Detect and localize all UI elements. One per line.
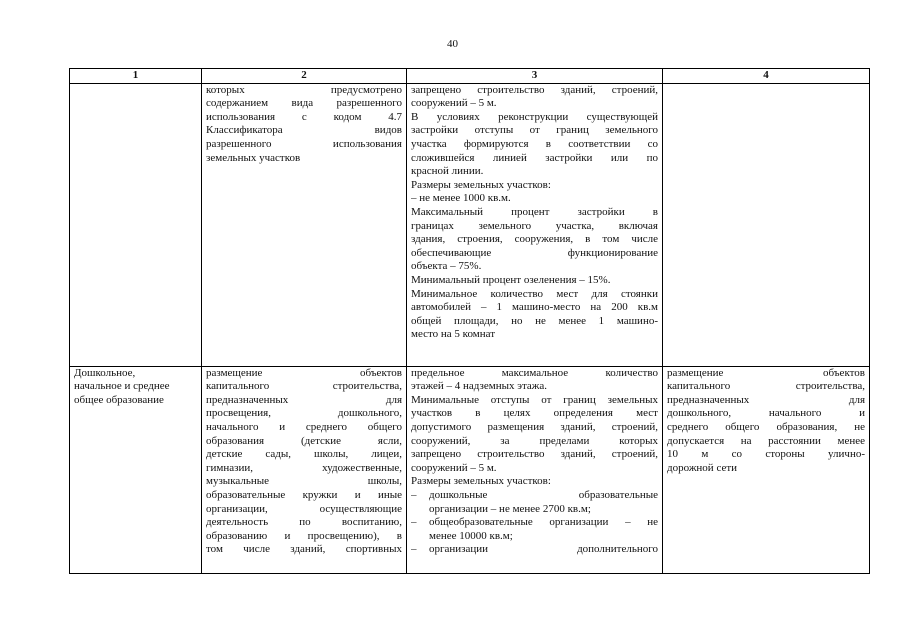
text-line: деятельность по воспитанию, [206,516,402,529]
text-line: автомобилей – 1 машино-место на 200 кв.м [411,301,658,314]
text-line: дошкольные образовательные [429,488,658,501]
bullet-text [429,516,658,543]
text-line: просвещения, дошкольного, [206,407,402,420]
text-line: образованию и просвещению), в [206,529,402,542]
row1-col3-cell [407,83,663,366]
row2-col2-cell [202,366,407,573]
text-line: организации дополнительного [429,543,658,556]
text-line: использования с кодом 4.7 [206,110,402,123]
text-line: место на 5 комнат [411,328,496,341]
column-header-3: 3 [407,69,663,84]
bullet-dash: – [411,543,417,556]
text-line: среднего общего образования, не [667,420,865,433]
text-line: красной линии. [411,165,484,178]
text-line: образовательные кружки и иные [206,488,402,501]
text-line: организации, осуществляющие [206,502,402,515]
text-line: предназначенных для [667,393,865,406]
text-line: общеобразовательные организации – не [429,516,658,529]
text-line: допускается на расстоянии менее [667,434,865,447]
text-line: Максимальный процент застройки в [411,205,658,218]
bullet-item [411,516,658,543]
bullet-item [411,489,658,516]
text-line: Дошкольное, [74,366,136,379]
table-header-row [70,69,870,84]
bullet-text [429,489,658,516]
row2-col1-cell [70,366,202,573]
text-line: допустимого размещения зданий, строений, [411,420,658,433]
text-line: образования (детские ясли, [206,434,402,447]
text-line: участка формируются в соответствии со [411,137,658,150]
text-line: 10 м со стороны улично- [667,448,865,461]
text-line: содержанием вида разрешенного [206,97,402,110]
text-line: размещение объектов [667,366,865,379]
text-line: Размеры земельных участков: [411,178,551,191]
column-header-1: 1 [70,69,202,84]
text-line: этажей – 4 надземных этажа. [411,380,548,393]
text-line: капитального строительства, [667,380,865,393]
text-line: разрешенного использования [206,137,402,150]
text-line: здания, строения, сооружения, в том числе [411,233,658,246]
text-line: сооружений, за пределами которых [411,434,658,447]
text-line: предельное максимальное количество [411,366,658,379]
bullet-dash: – [411,516,417,529]
row2-col4-cell [663,366,870,573]
text-line: Минимальное количество мест для стоянки [411,287,658,300]
text-line: детские сады, школы, лицеи, [206,448,402,461]
row1-col4-cell [663,83,870,366]
text-line: участков в целях определения мест [411,407,658,420]
regulations-table [69,68,870,574]
text-line: границах земельного участка, включая [411,219,658,232]
text-line: земельных участков [206,151,301,164]
text-line: дошкольного, начального и [667,407,865,420]
text-line: Размеры земельных участков: [411,475,551,488]
text-line: запрещено строительство зданий, строений, [411,83,658,96]
text-line: организации – не менее 2700 кв.м; [429,502,591,515]
text-line: Минимальный процент озеленения – 15%. [411,273,611,286]
text-line: застройки отступы от границ земельного [411,124,658,137]
text-line: В условиях реконструкции существующей [411,110,658,123]
table-row [70,366,870,573]
text-line: – не менее 1000 кв.м. [411,192,511,205]
table-row [70,83,870,366]
text-line: предназначенных для [206,393,402,406]
text-line: Минимальные отступы от границ земельных [411,393,658,406]
page-number: 40 [447,38,458,50]
text-line: Классификатора видов [206,124,402,137]
text-line: начальное и среднее [74,380,170,393]
text-line: капитального строительства, [206,380,402,393]
row2-col3-cell [407,366,663,573]
bullet-text [429,543,658,557]
row1-col1-cell [70,83,202,366]
text-line: начального и среднего общего [206,420,402,433]
text-line: обеспечивающие функционирование [411,246,658,259]
text-line: запрещено строительство зданий, строений, [411,448,658,461]
text-line: которых предусмотрено [206,83,402,96]
text-line: общей площади, но не менее 1 машино- [411,314,658,327]
text-line: дорожной сети [667,461,738,474]
bullet-dash: – [411,488,417,501]
text-line: сооружений – 5 м. [411,97,497,110]
text-line: гимназии, художественные, [206,461,402,474]
text-line: менее 10000 кв.м; [429,529,513,542]
text-line: том числе зданий, спортивных [206,543,402,556]
column-header-4: 4 [663,69,870,84]
text-line: музыкальные школы, [206,475,402,488]
text-line: сложившейся линией застройки или по [411,151,658,164]
text-line: общее образование [74,393,164,406]
column-header-2: 2 [202,69,407,84]
bullet-item [411,543,658,557]
row1-col2-cell [202,83,407,366]
text-line: сооружений – 5 м. [411,461,497,474]
text-line: объекта – 75%. [411,260,482,273]
text-line: размещение объектов [206,366,402,379]
